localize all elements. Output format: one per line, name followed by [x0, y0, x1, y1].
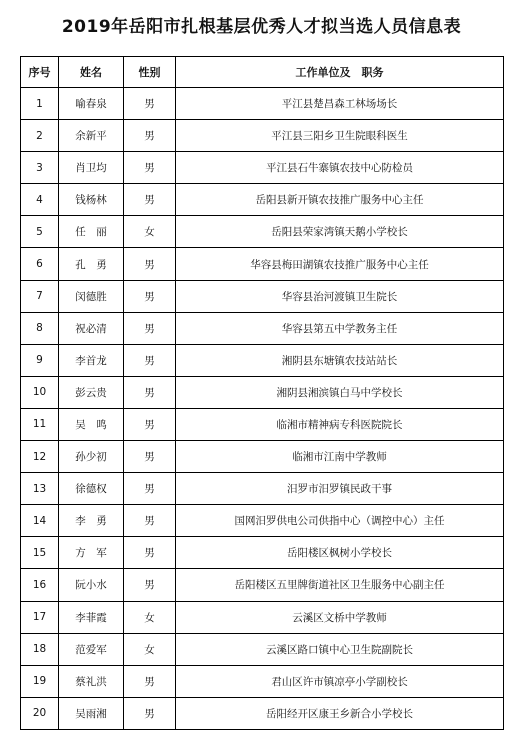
cell-name: 李 勇	[59, 505, 124, 537]
cell-name: 方 军	[59, 537, 124, 569]
cell-index: 3	[21, 152, 59, 184]
cell-unit-position: 湘阴县湘滨镇白马中学校长	[176, 376, 504, 408]
cell-unit-position: 华容县治河渡镇卫生院长	[176, 280, 504, 312]
table-row	[21, 248, 504, 280]
cell-unit-position: 岳阳县荣家湾镇天鹅小学校长	[176, 216, 504, 248]
table-row	[21, 441, 504, 473]
cell-gender: 男	[124, 408, 176, 440]
cell-index: 19	[21, 665, 59, 697]
cell-unit-position: 岳阳楼区五里牌街道社区卫生服务中心副主任	[176, 569, 504, 601]
cell-gender: 男	[124, 665, 176, 697]
cell-gender: 男	[124, 312, 176, 344]
cell-name: 钱杨林	[59, 184, 124, 216]
cell-gender: 男	[124, 152, 176, 184]
table-body	[21, 88, 504, 730]
table-row	[21, 473, 504, 505]
cell-name: 肖卫均	[59, 152, 124, 184]
cell-index: 17	[21, 601, 59, 633]
cell-gender: 男	[124, 184, 176, 216]
header-name: 姓名	[59, 57, 124, 88]
cell-gender: 男	[124, 505, 176, 537]
cell-gender: 男	[124, 569, 176, 601]
cell-unit-position: 岳阳楼区枫树小学校长	[176, 537, 504, 569]
cell-index: 13	[21, 473, 59, 505]
cell-gender: 男	[124, 120, 176, 152]
cell-name: 阮小水	[59, 569, 124, 601]
table-row	[21, 88, 504, 120]
cell-gender: 女	[124, 633, 176, 665]
cell-index: 4	[21, 184, 59, 216]
cell-unit-position: 临湘市精神病专科医院院长	[176, 408, 504, 440]
table-row	[21, 280, 504, 312]
cell-gender: 男	[124, 88, 176, 120]
cell-name: 吴雨湘	[59, 697, 124, 729]
table-row	[21, 344, 504, 376]
cell-index: 8	[21, 312, 59, 344]
table-row	[21, 408, 504, 440]
cell-unit-position: 云溪区文桥中学教师	[176, 601, 504, 633]
table-header-row	[21, 57, 504, 88]
cell-index: 15	[21, 537, 59, 569]
cell-gender: 女	[124, 601, 176, 633]
cell-gender: 男	[124, 248, 176, 280]
page-title: 2019年岳阳市扎根基层优秀人才拟当选人员信息表	[61, 17, 462, 37]
cell-unit-position: 国网汨罗供电公司供指中心（调控中心）主任	[176, 505, 504, 537]
cell-unit-position: 平江县石牛寨镇农技中心防检员	[176, 152, 504, 184]
cell-unit-position: 华容县梅田湖镇农技推广服务中心主任	[176, 248, 504, 280]
cell-unit-position: 君山区许市镇凉亭小学副校长	[176, 665, 504, 697]
cell-gender: 女	[124, 216, 176, 248]
cell-name: 徐德权	[59, 473, 124, 505]
table-row	[21, 184, 504, 216]
table-row	[21, 505, 504, 537]
cell-index: 9	[21, 344, 59, 376]
header-gender: 性别	[124, 57, 176, 88]
cell-unit-position: 汨罗市汨罗镇民政干事	[176, 473, 504, 505]
cell-index: 18	[21, 633, 59, 665]
cell-unit-position: 华容县第五中学教务主任	[176, 312, 504, 344]
cell-index: 6	[21, 248, 59, 280]
cell-gender: 男	[124, 280, 176, 312]
cell-index: 16	[21, 569, 59, 601]
cell-gender: 男	[124, 697, 176, 729]
cell-name: 李首龙	[59, 344, 124, 376]
cell-name: 蔡礼洪	[59, 665, 124, 697]
cell-unit-position: 平江县楚昌森工林场场长	[176, 88, 504, 120]
cell-gender: 男	[124, 537, 176, 569]
header-index: 序号	[21, 57, 59, 88]
cell-index: 7	[21, 280, 59, 312]
cell-name: 孔 勇	[59, 248, 124, 280]
cell-index: 12	[21, 441, 59, 473]
cell-gender: 男	[124, 473, 176, 505]
personnel-table	[20, 56, 504, 730]
cell-gender: 男	[124, 441, 176, 473]
cell-index: 2	[21, 120, 59, 152]
cell-index: 10	[21, 376, 59, 408]
header-unit-position: 工作单位及 职务	[176, 57, 504, 88]
cell-name: 李菲霞	[59, 601, 124, 633]
table-row	[21, 216, 504, 248]
table-row	[21, 152, 504, 184]
cell-name: 喻春泉	[59, 88, 124, 120]
table-row	[21, 633, 504, 665]
table-row	[21, 697, 504, 729]
cell-index: 1	[21, 88, 59, 120]
cell-name: 彭云贵	[59, 376, 124, 408]
cell-index: 14	[21, 505, 59, 537]
table-row	[21, 312, 504, 344]
table-row	[21, 537, 504, 569]
cell-name: 范爱军	[59, 633, 124, 665]
table-row	[21, 376, 504, 408]
cell-name: 余新平	[59, 120, 124, 152]
table-row	[21, 665, 504, 697]
cell-unit-position: 临湘市江南中学教师	[176, 441, 504, 473]
cell-index: 11	[21, 408, 59, 440]
table-row	[21, 601, 504, 633]
cell-gender: 男	[124, 376, 176, 408]
table-row	[21, 120, 504, 152]
cell-index: 5	[21, 216, 59, 248]
table-row	[21, 569, 504, 601]
cell-unit-position: 云溪区路口镇中心卫生院副院长	[176, 633, 504, 665]
cell-name: 闵德胜	[59, 280, 124, 312]
cell-unit-position: 岳阳经开区康王乡新合小学校长	[176, 697, 504, 729]
cell-index: 20	[21, 697, 59, 729]
cell-unit-position: 平江县三阳乡卫生院眼科医生	[176, 120, 504, 152]
cell-unit-position: 岳阳县新开镇农技推广服务中心主任	[176, 184, 504, 216]
cell-name: 吴 鸣	[59, 408, 124, 440]
cell-gender: 男	[124, 344, 176, 376]
cell-name: 任 丽	[59, 216, 124, 248]
cell-unit-position: 湘阴县东塘镇农技站站长	[176, 344, 504, 376]
cell-name: 孙少初	[59, 441, 124, 473]
cell-name: 祝必清	[59, 312, 124, 344]
